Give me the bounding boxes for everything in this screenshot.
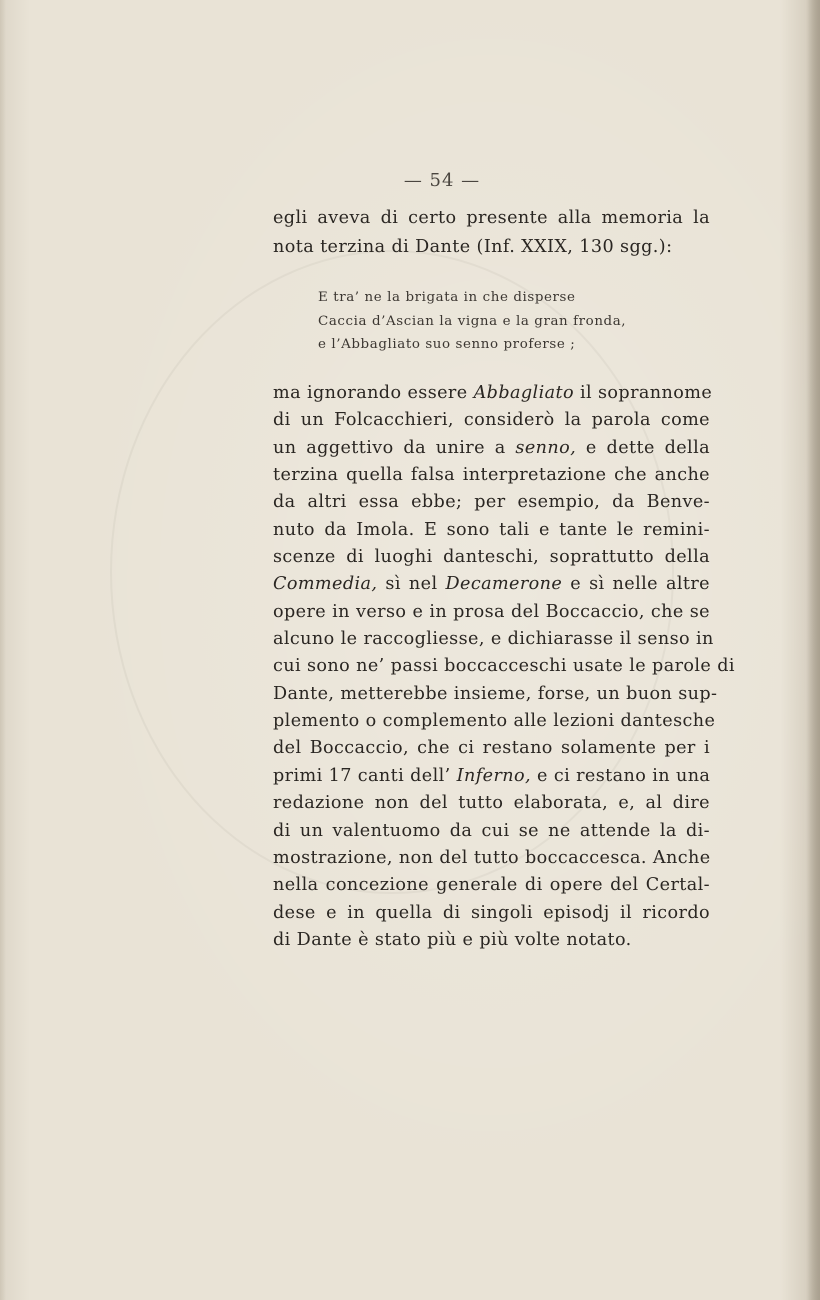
body-line: primi 17 canti dell’ Inferno, e ci restano in una <box>273 765 711 786</box>
body-line: nuto da Imola. E sono tali e tante le remini- <box>273 519 710 540</box>
body-line: scenze di luoghi danteschi, soprattutto della <box>273 547 710 568</box>
body-line: da altri essa ebbe; per esempio, da Benve- <box>273 492 710 513</box>
intro-line: nota terzina di Dante (Inf. XXIX, 130 sgg.): <box>273 236 673 257</box>
body-line: nella concezione generale di opere del Certal- <box>273 875 710 896</box>
body-line: cui sono ne’ passi boccacceschi usate le parole di <box>273 656 735 677</box>
body-line: opere in verso e in prosa del Boccaccio, che se <box>273 601 710 622</box>
body-line: Dante, metterebbe insieme, forse, un buon sup- <box>273 683 718 704</box>
quote-line: e l’Abbagliato suo senno proferse ; <box>318 337 576 352</box>
intro-line: egli aveva di certo presente alla memoria la <box>273 208 710 228</box>
body-line: redazione non del tutto elaborata, e, al dire <box>273 793 710 814</box>
body-line: di un Folcacchieri, considerò la parola come <box>273 410 710 431</box>
body-line: ma ignorando essere Abbagliato il soprannome <box>273 383 713 403</box>
body-line: Commedia, sì nel Decamerone e sì nelle altre <box>273 574 710 595</box>
body-line: di un valentuomo da cui se ne attende la di- <box>273 820 710 841</box>
page-right-edge <box>806 0 820 1300</box>
body-paragraph <box>273 380 735 954</box>
quote-line: Caccia d’Ascian la vigna e la gran fronda, <box>318 313 627 329</box>
body-line: di Dante è stato più e più volte notato. <box>273 929 632 950</box>
page-number: — 54 — <box>403 170 481 191</box>
body-line: terzina quella falsa interpretazione che anche <box>273 465 710 486</box>
quote-line: E tra’ ne la brigata in che disperse <box>318 290 576 305</box>
body-line: del Boccaccio, che ci restano solamente per i <box>273 738 710 759</box>
body-line: un aggettivo da unire a senno, e dette della <box>273 437 710 458</box>
body-line: mostrazione, non del tutto boccaccesca. Anche <box>273 847 711 868</box>
block-quote <box>318 286 626 357</box>
intro-paragraph <box>273 204 710 261</box>
body-line: dese e in quella di singoli episodj il ricordo <box>273 902 710 923</box>
page-left-edge <box>0 0 6 1300</box>
body-line: alcuno le raccogliesse, e dichiarasse il senso in <box>273 629 714 650</box>
body-line: plemento o complemento alle lezioni dantesche <box>273 711 716 732</box>
